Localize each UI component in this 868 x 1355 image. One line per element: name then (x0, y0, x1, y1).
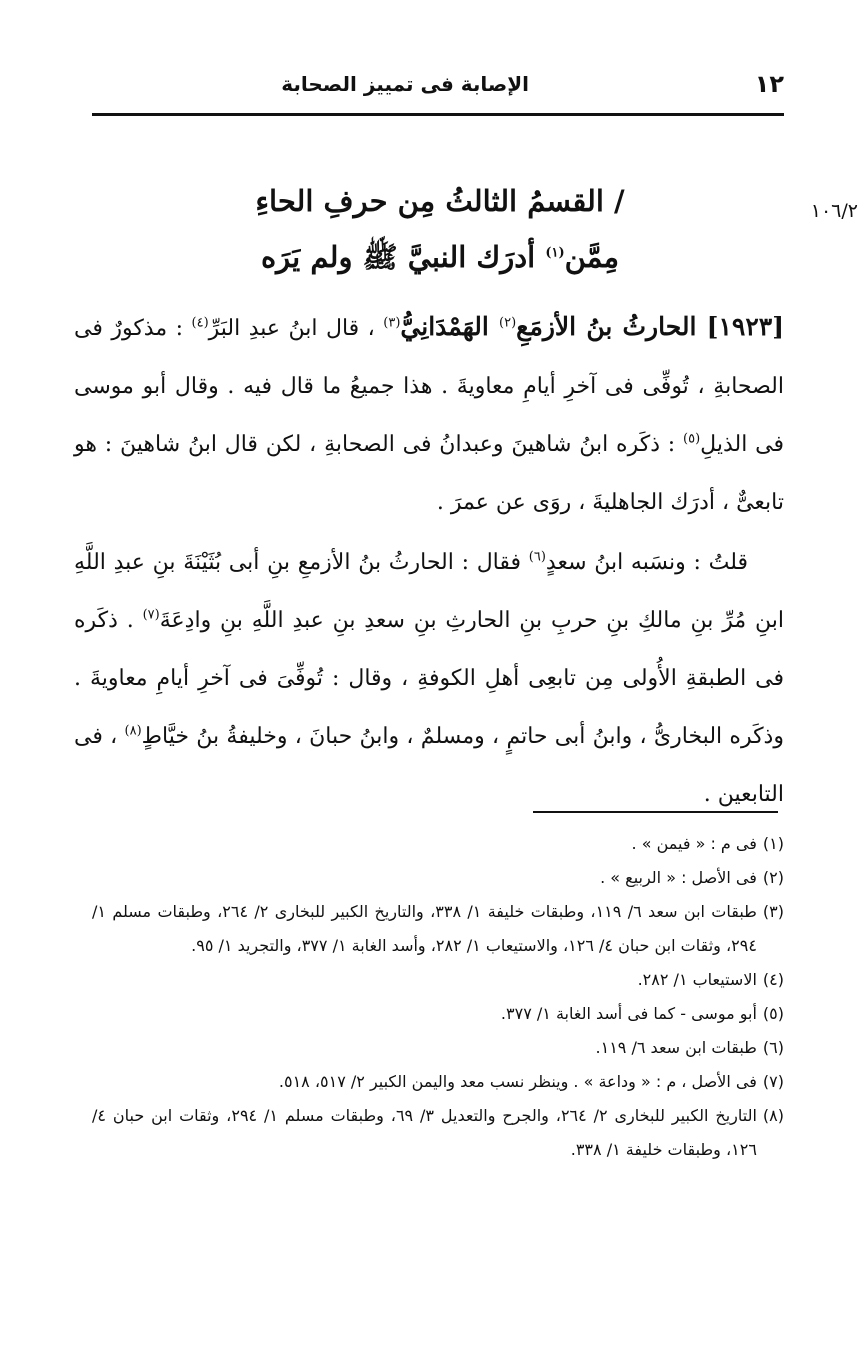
footnote-number: (١) (762, 834, 784, 853)
footnote (92, 963, 784, 997)
footnote-text: الاستيعاب ١/ ٢٨٢. (637, 970, 757, 989)
footnote-text: فى الأصل ، م : « وداعة » . وينظر نسب معد واليمن الكبير ٢/ ٥١٧، ٥١٨. (278, 1072, 757, 1091)
footnote-number: (٨) (762, 1106, 784, 1125)
entry-text: ، قال ابنُ عبدِ البَرِّ (208, 316, 384, 341)
section-heading: / القسمُ الثالثُ مِن حرفِ الحاءِ (255, 184, 625, 218)
footnote-number: (٣) (762, 902, 784, 921)
entry-paragraph-2 (74, 534, 784, 824)
footnote-number: (٥) (762, 1004, 784, 1023)
footnote-ref-6: (٦) (528, 549, 546, 565)
entry-text: قلتُ : ونسَبه ابنُ سعدٍ (545, 550, 748, 575)
section-subheading (140, 240, 740, 275)
footnote-number: (٦) (762, 1038, 784, 1057)
subheading-text-end: أدرَك النبيَّ ﷺ ولم يَرَه (260, 240, 546, 274)
entry-name: الحارثُ بنُ الأزمَعِ (516, 312, 697, 341)
page-number: ١٢ (754, 70, 784, 98)
entry-nisba: الهَمْدَانِيُّ (400, 312, 500, 341)
footnote (92, 827, 784, 861)
footnote-number: (٤) (762, 970, 784, 989)
footnote (92, 895, 784, 963)
header-rule (92, 113, 784, 116)
footnote-text: فى م : « فيمن » . (631, 834, 757, 853)
entry-text: فقال : الحارثُ بنُ الأزمعِ بنِ أبى بُثَيْنَةَ بنِ عبدِ اللَّهِ ابنِ مُرِّ بنِ مالكِ بنِ حربِ بنِ الحارثِ بنِ سعدِ بنِ عبدِ اللَّهِ بنِ وادِعَةَ (74, 550, 784, 633)
margin-volume-page-reference: ١٠٦/٢ (810, 200, 858, 222)
subheading-text-start: مِمَّن (564, 240, 620, 274)
footnote-ref-1: (١) (545, 245, 565, 261)
footnote (92, 997, 784, 1031)
footnote (92, 1099, 784, 1167)
entry-text: ، فى التابعين . (74, 724, 784, 807)
biography-entry (74, 298, 784, 824)
entry-text: . ذكَره فى الطبقةِ الأُولى مِن تابعِى أهلِ الكوفةِ ، وقال : تُوفِّىَ فى آخرِ أيامِ معاويةَ . وذكَره البخارىُّ ، وابنُ أبى حاتمٍ ، ومسلمٌ ، وابنُ حبانَ ، وخليفةُ بنُ خيَّاطٍ (74, 608, 784, 749)
footnote-text: طبقات ابن سعد ٦/ ١١٩، وطبقات خليفة ١/ ٣٣٨، والتاريخ الكبير للبخارى ٢/ ٢٦٤، وطبقات مسلم ١/ ٢٩٤، وثقات ابن حبان ٤/ ١٢٦، والاستيعاب ١/ ٢٨٢، وأسد الغابة ١/ ٣٧٧، والتجريد ١/ ٩٥. (92, 902, 757, 955)
footnote (92, 1065, 784, 1099)
entry-text: : مذكورٌ فى الصحابةِ ، تُوفِّى فى آخرِ أيامِ معاويةَ . هذا جميعُ ما قال فيه . وقال أبو موسى فى الذيلِ (74, 316, 784, 457)
footnote-ref-5: (٥) (683, 431, 701, 447)
footnote-ref-3: (٣) (383, 315, 401, 331)
footnote-text: فى الأصل : « الربيع » . (600, 868, 757, 887)
footnote-text: طبقات ابن سعد ٦/ ١١٩. (595, 1038, 757, 1057)
footnote-number: (٢) (762, 868, 784, 887)
footnote-ref-2: (٢) (499, 315, 517, 331)
footnote-ref-4: (٤) (191, 315, 209, 331)
footnote (92, 1031, 784, 1065)
entry-text: : ذكَره ابنُ شاهينَ وعبدانُ فى الصحابةِ ، لكن قال ابنُ شاهينَ : هو تابعىٌّ ، أدرَك الجاهليةَ ، روَى عن عمرَ . (74, 432, 784, 515)
footnote-ref-7: (٧) (142, 607, 160, 623)
footnote-number: (٧) (762, 1072, 784, 1091)
book-title: الإصابة فى تمييز الصحابة (281, 72, 529, 96)
footnotes (92, 827, 784, 1167)
entry-number: [١٩٢٣] (696, 312, 785, 341)
footnote (92, 861, 784, 895)
footnote-text: أبو موسى - كما فى أسد الغابة ١/ ٣٧٧. (500, 1004, 757, 1023)
running-head (92, 66, 784, 102)
footnote-separator (533, 811, 778, 813)
footnote-text: التاريخ الكبير للبخارى ٢/ ٢٦٤، والجرح والتعديل ٣/ ٦٩، وطبقات مسلم ١/ ٢٩٤، وثقات ابن حبان ٤/ ١٢٦، وطبقات خليفة ١/ ٣٣٨. (92, 1106, 757, 1159)
footnote-ref-8: (٨) (124, 723, 142, 739)
entry-paragraph-1 (74, 298, 784, 532)
